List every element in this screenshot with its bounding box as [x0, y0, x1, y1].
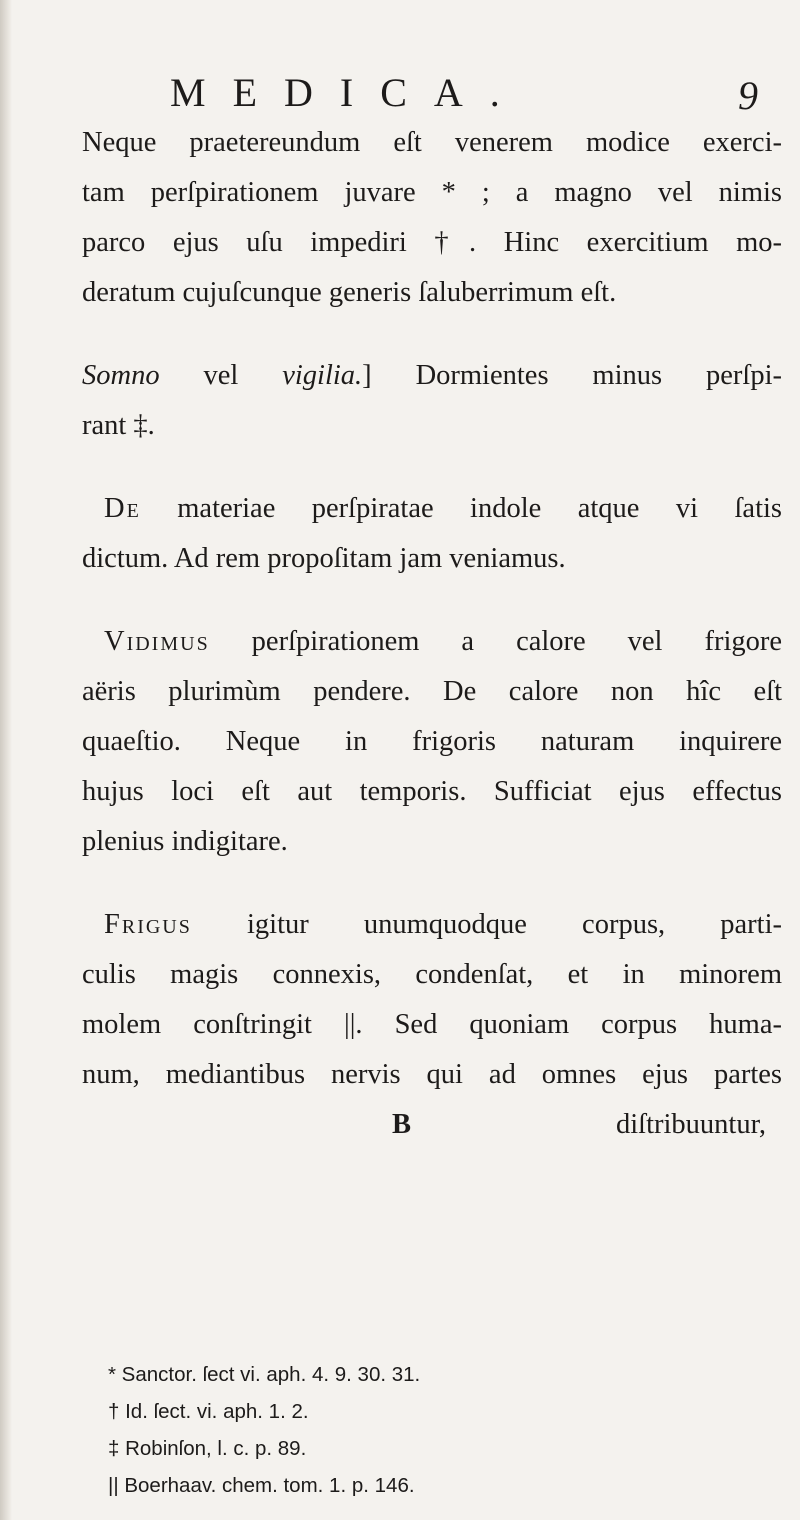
line-rest: igitur unumquodque corpus, parti- [191, 909, 782, 940]
small-caps-opening: Vidimus [104, 626, 210, 657]
body-text [82, 118, 782, 1150]
paragraph-gap [82, 451, 782, 484]
text-line: parco ejus uſu impediri †. Hinc exercitium mo- [82, 227, 782, 258]
text-line: deratum cujuſcunque generis ſaluberrimum eſt. [82, 277, 617, 308]
text-line: dictum. Ad rem propoſitam jam veniamus. [82, 543, 566, 574]
text-line: plenius indigitare. [82, 826, 288, 857]
paragraph-frigus [82, 900, 782, 1100]
paragraph-de-materiae [82, 484, 782, 584]
text-line [82, 484, 782, 534]
small-caps-opening: De [104, 493, 141, 524]
lemma-text: ] Dormientes minus perſpi- [362, 360, 782, 391]
running-head [0, 68, 800, 118]
page-number: 9 [738, 73, 758, 118]
line-rest: materiae perſpiratae indole atque vi ſatis [140, 493, 782, 524]
signature-line [82, 1100, 782, 1150]
signature-mark: B [392, 1109, 412, 1140]
footnote: † Id. ſect. vi. aph. 1. 2. [108, 1400, 309, 1423]
lemma-vigilia: vigilia. [282, 360, 363, 391]
paragraph-gap [82, 867, 782, 900]
catchword: diſtribuuntur, [616, 1109, 767, 1140]
text-line: culis magis connexis, condenſat, et in minorem [82, 959, 782, 990]
text-line: aëris plurimùm pendere. De calore non hîc eſt [82, 676, 782, 707]
small-caps-opening: Frigus [104, 909, 192, 940]
text-line [82, 900, 782, 950]
paragraph-venus [82, 118, 782, 318]
text-line: hujus loci eſt aut temporis. Sufficiat ejus effectus [82, 776, 782, 807]
binding-edge [0, 0, 12, 1520]
text-line [82, 617, 782, 667]
lemma-joiner: vel [159, 360, 283, 391]
footnote: ‡ Robinſon, l. c. p. 89. [108, 1437, 307, 1460]
text-line: quaeſtio. Neque in frigoris naturam inquirere [82, 726, 782, 757]
footnote: || Boerhaav. chem. tom. 1. p. 146. [108, 1474, 415, 1497]
footnotes [108, 1356, 748, 1504]
text-line: Neque praetereundum eſt venerem modice exerci- [82, 127, 782, 158]
lemma-somno: Somno [82, 360, 160, 391]
text-line: tam perſpirationem juvare * ; a magno vel nimis [82, 177, 782, 208]
text-line: num, mediantibus nervis qui ad omnes ejus partes [82, 1059, 782, 1090]
text-line: rant ‡. [82, 410, 155, 441]
paragraph-somno [82, 351, 782, 451]
footnote: * Sanctor. ſect vi. aph. 4. 9. 30. 31. [108, 1363, 421, 1386]
paragraph-gap [82, 318, 782, 351]
text-line: molem conſtringit ||. Sed quoniam corpus huma- [82, 1009, 782, 1040]
text-line [82, 351, 782, 401]
running-title: MEDICA. [170, 70, 527, 115]
paragraph-gap [82, 584, 782, 617]
paragraph-vidimus [82, 617, 782, 867]
line-rest: perſpirationem a calore vel frigore [209, 626, 782, 657]
